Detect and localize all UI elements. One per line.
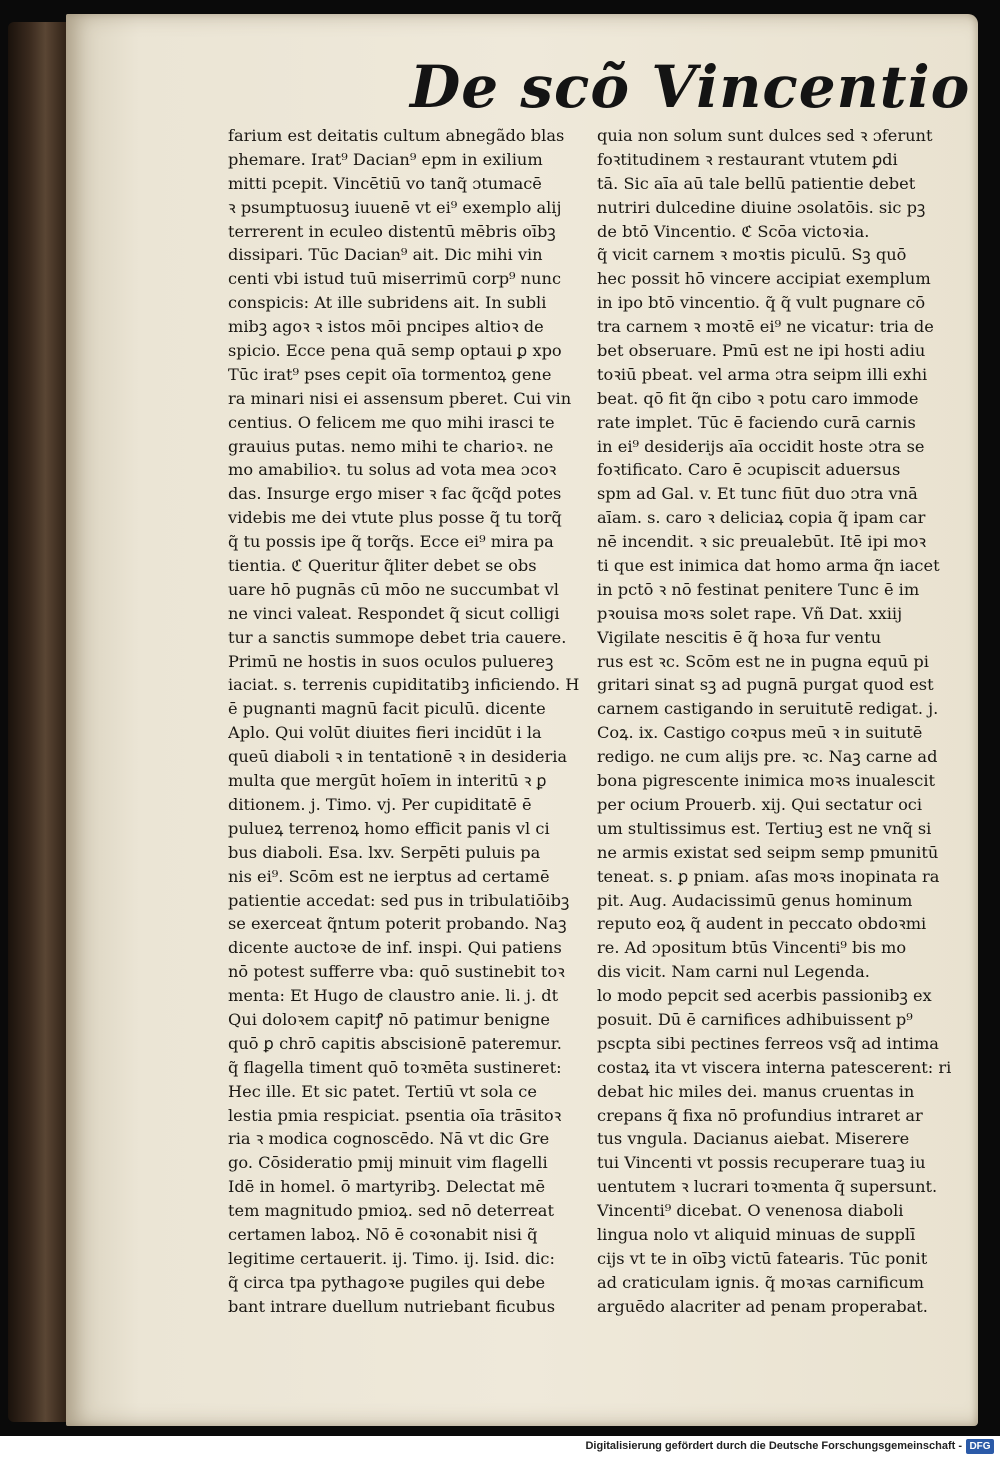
text-line: q̃ vicit carnem ꝛ moꝛtis piculū. Sꝫ quō — [597, 245, 907, 265]
text-line: foꝛtificato. Caro ē ɔcupiscit aduersus — [597, 460, 901, 480]
text-line: Vincenti⁹ dicebat. O venenosa diaboli — [597, 1201, 904, 1221]
text-line: debat hic miles dei. manus cruentas in — [597, 1081, 915, 1101]
text-line: quia non solum sunt dulces sed ꝛ ɔferunt — [597, 126, 933, 145]
text-line: nutriri dulcedine diuine ɔsolatōis. sic pꝫ — [597, 197, 926, 217]
text-line: Hec ille. Et sic patet. Tertiū vt sola ce — [228, 1081, 537, 1101]
text-line: crepans q̃ fixa nō profundius intraret ar — [597, 1105, 923, 1125]
text-line: pꝛouisa moꝛs solet rape. Vñ Dat. xxiij — [597, 603, 903, 623]
text-line: patientie accedat: sed pus in tribulatiōibꝫ — [228, 890, 570, 910]
text-line: iaciat. s. terrenis cupiditatibꝫ inficiendo. H — [228, 675, 580, 695]
text-line: multa que mergūt hoīem in interitū ꝛ ꝑ — [228, 771, 547, 791]
text-line: se exerceat q̃ntum poterit probando. Naꝫ — [228, 914, 567, 934]
text-line: bet obseruare. Pmū est ne ipi hosti adiu — [597, 341, 926, 361]
text-line: mitti pcepit. Vincētiū vo tanq̃ ɔtumacē — [228, 173, 542, 193]
text-line: per ocium Prouerb. xij. Qui sectatur oci — [597, 794, 923, 814]
text-line: nis ei⁹. Scōm est ne ierptus ad certamē — [228, 866, 550, 886]
text-line: pit. Aug. Audacissimū genus hominum — [597, 890, 913, 910]
text-line: videbis me dei vtute plus posse q̃ tu torq̃ — [228, 508, 562, 528]
text-line: das. Insurge ergo miser ꝛ fac q̃cq̃d potes — [228, 484, 562, 504]
text-line: ꝛ psumptuosuꝫ iuuenē vt ei⁹ exemplo alij — [228, 197, 562, 217]
text-line: ē pugnanti magnū facit piculū. dicente — [228, 699, 546, 719]
text-line: centi vbi istud tuū miserrimū corp⁹ nunc — [228, 269, 562, 289]
text-line: nō potest sufferre vba: quō sustinebit toꝛ — [228, 962, 565, 982]
text-line: hec possit hō vincere accipiat exemplum — [597, 269, 931, 289]
text-line: posuit. Dū ē carnifices adhibuissent p⁹ — [597, 1009, 913, 1029]
text-line: gritari sinat sꝫ ad pugnā purgat quod est — [597, 675, 934, 695]
text-line: lestia pmia respiciat. psentia oīa trāsitoꝛ — [228, 1105, 562, 1125]
text-line: conspicis: At ille subridens ait. In subli — [228, 293, 547, 313]
text-line: mibꝫ agoꝛ ꝛ istos mōi pncipes altioꝛ de — [228, 317, 544, 337]
footer-credit: Digitalisierung gefördert durch die Deutsche Forschungsgemeinschaft - — [585, 1440, 962, 1452]
text-line: grauius putas. nemo mihi te charioꝛ. ne — [228, 436, 554, 456]
text-line: spicio. Ecce pena quā semp optaui ꝑ xpo — [228, 341, 562, 361]
text-line: dissipari. Tūc Dacian⁹ ait. Dic mihi vin — [228, 245, 543, 265]
text-line: de btō Vincentio. ℭ Scōa victoꝛia. — [597, 221, 870, 241]
text-line: tur a sanctis summope debet tria cauere. — [228, 627, 567, 647]
text-line: in ei⁹ desiderijs aīa occidit hoste ɔtra se — [597, 436, 925, 456]
text-line: q̃ tu possis ipe q̃ torq̃s. Ecce ei⁹ mira pa — [228, 532, 554, 552]
text-line: mo amabilioꝛ. tu solus ad vota mea ɔcoꝛ — [228, 460, 557, 480]
text-line: tā. Sic aīa aū tale bellū patientie debet — [597, 173, 916, 193]
text-line: certamen laboꝝ. Nō ē coꝛonabit nisi q̃ — [228, 1224, 538, 1244]
text-line: rate implet. Tūc ē faciendo curā carnis — [597, 412, 916, 432]
text-line: tus vngula. Dacianus aiebat. Miserere — [597, 1129, 910, 1149]
running-title: De scõ Vincentio — [410, 53, 971, 121]
text-line: um stultissimus est. Tertiuꝫ est ne vnq̃ si — [597, 818, 932, 838]
text-line: bant intrare duellum nutriebant ficubus — [228, 1296, 556, 1316]
text-line: redigo. ne cum alijs pre. ꝛc. Naꝫ carne ad — [597, 747, 938, 767]
text-line: phemare. Irat⁹ Dacian⁹ epm in exilium — [228, 149, 543, 169]
text-line: centius. O felicem me quo mihi irasci te — [228, 412, 555, 432]
text-line: legitime certauerit. ij. Timo. ij. Isid. dic: — [228, 1248, 555, 1268]
text-line: go. Cōsideratio pmij minuit vim flagelli — [228, 1153, 548, 1173]
text-line: ditionem. j. Timo. vj. Per cupiditatē ē — [228, 794, 532, 814]
text-line: bona pigrescente inimica moꝛs inualescit — [597, 771, 936, 791]
text-line: ra minari nisi ei assensum pberet. Cui vin — [228, 388, 572, 408]
text-line: rus est ꝛc. Scōm est ne in pugna equū pi — [597, 651, 929, 671]
text-line: teneat. s. ꝑ pniam. aſas moꝛs inopinata ra — [597, 866, 940, 886]
text-line: cijs vt te in oībꝫ victū fatearis. Tūc ponit — [597, 1248, 928, 1268]
text-line: arguēdo alacriter ad penam properabat. — [597, 1296, 928, 1316]
book-fore-edge — [8, 22, 70, 1422]
text-line: tem magnitudo pmioꝝ. sed nō deterreat — [228, 1201, 554, 1221]
text-line: tra carnem ꝛ moꝛtē ei⁹ ne vicatur: tria de — [597, 317, 934, 337]
text-line: dis vicit. Nam carni nul Legenda. — [597, 962, 870, 982]
text-line: Coꝝ. ix. Castigo coꝛpus meū ꝛ in suitutē — [597, 723, 923, 743]
text-line: ad craticulam ignis. q̃ moꝛas carnificum — [597, 1272, 924, 1292]
text-line: pulueꝝ terrenoꝝ homo efficit panis vl ci — [228, 818, 550, 838]
text-line: queū diaboli ꝛ in tentationē ꝛ in desideria — [228, 747, 568, 767]
text-line: Vigilate nescitis ē q̃ hoꝛa fur ventu — [597, 627, 882, 647]
text-line: Idē in homel. ō martyribꝫ. Delectat mē — [228, 1177, 546, 1197]
text-line: spm ad Gal. v. Et tunc fiūt duo ɔtra vnā — [597, 484, 918, 504]
text-line: foꝛtitudinem ꝛ restaurant vtutem ꝑdi — [597, 149, 898, 169]
text-line: bus diaboli. Esa. lxv. Serpēti puluis pa — [228, 842, 541, 862]
text-line: lo modo pepcit sed acerbis passionibꝫ ex — [597, 986, 932, 1006]
text-line: in pctō ꝛ nō festinat penitere Tunc ē im — [597, 579, 920, 599]
text-line: Tūc irat⁹ pses cepit oīa tormentoꝝ gene — [228, 364, 552, 384]
text-line: farium est deitatis cultum abnegãdo blas — [228, 126, 565, 145]
text-line: tientia. ℭ Queritur q̃liter debet se obs — [228, 556, 537, 576]
text-line: menta: Et Hugo de claustro anie. li. j. dt — [228, 986, 559, 1006]
text-line: toꝛiū pbeat. vel arma ɔtra seipm illi exhi — [597, 364, 928, 384]
text-line: ti que est inimica dat homo arma q̃n iacet — [597, 556, 940, 576]
text-line: Qui doloꝛem capitꝭ nō patimur benigne — [228, 1009, 550, 1029]
text-line: costaꝝ ita vt viscera interna patescerent: ri — [597, 1057, 952, 1077]
text-line: reputo eoꝝ q̃ audent in peccato obdoꝛmi — [597, 914, 927, 934]
text-line: quō ꝑ chrō capitis abscisionē pateremur. — [228, 1033, 562, 1053]
text-line: q̃ flagella timent quō toꝛmēta sustineret: — [228, 1057, 562, 1077]
text-line: ne armis existat sed seipm semp pmunitū — [597, 842, 939, 862]
text-line: tui Vincenti vt possis recuperare tuaꝫ iu — [597, 1153, 926, 1173]
text-line: uare hō pugnās cū mōo ne succumbat vl — [228, 579, 559, 599]
text-line: Aplo. Qui volūt diuites fieri incidūt i la — [228, 723, 542, 743]
text-line: uentutem ꝛ lucrari toꝛmenta q̃ supersunt. — [597, 1177, 938, 1197]
text-line: pscpta sibi pectines ferreos vsq̃ ad intima — [597, 1033, 939, 1053]
text-line: lingua nolo vt aliquid minuas de supplī — [597, 1224, 916, 1244]
text-line: nē incendit. ꝛ sic preualebūt. Itē ipi moꝛ — [597, 532, 927, 552]
text-line: in ipo btō vincentio. q̃ q̃ vult pugnare cō — [597, 293, 926, 313]
dfg-logo: DFG — [966, 1439, 994, 1454]
left-text-column — [228, 124, 600, 1319]
text-line: dicente auctoꝛe de inf. inspi. Qui patiens — [228, 938, 562, 958]
text-line: terrerent in eculeo distentū mēbris oībꝫ — [228, 221, 556, 241]
text-line: Primū ne hostis in suos oculos puluereꝫ — [228, 651, 554, 671]
text-line: carnem castigando in seruitutē redigat. j. — [597, 699, 939, 719]
footer-bar — [0, 1436, 1000, 1458]
text-line: ne vinci valeat. Respondet q̃ sicut colligi — [228, 603, 560, 623]
right-text-column — [597, 124, 965, 1319]
text-line: beat. qō fit q̃n cibo ꝛ potu caro immode — [597, 388, 919, 408]
text-line: ria ꝛ modica cognoscēdo. Nā vt dic Gre — [228, 1129, 550, 1149]
text-line: aīam. s. caro ꝛ deliciaꝝ copia q̃ ipam car — [597, 508, 926, 528]
text-line: q̃ circa tpa pythagoꝛe pugiles qui debe — [228, 1272, 546, 1292]
text-line: re. Ad ɔpositum btūs Vincenti⁹ bis mo — [597, 938, 907, 958]
